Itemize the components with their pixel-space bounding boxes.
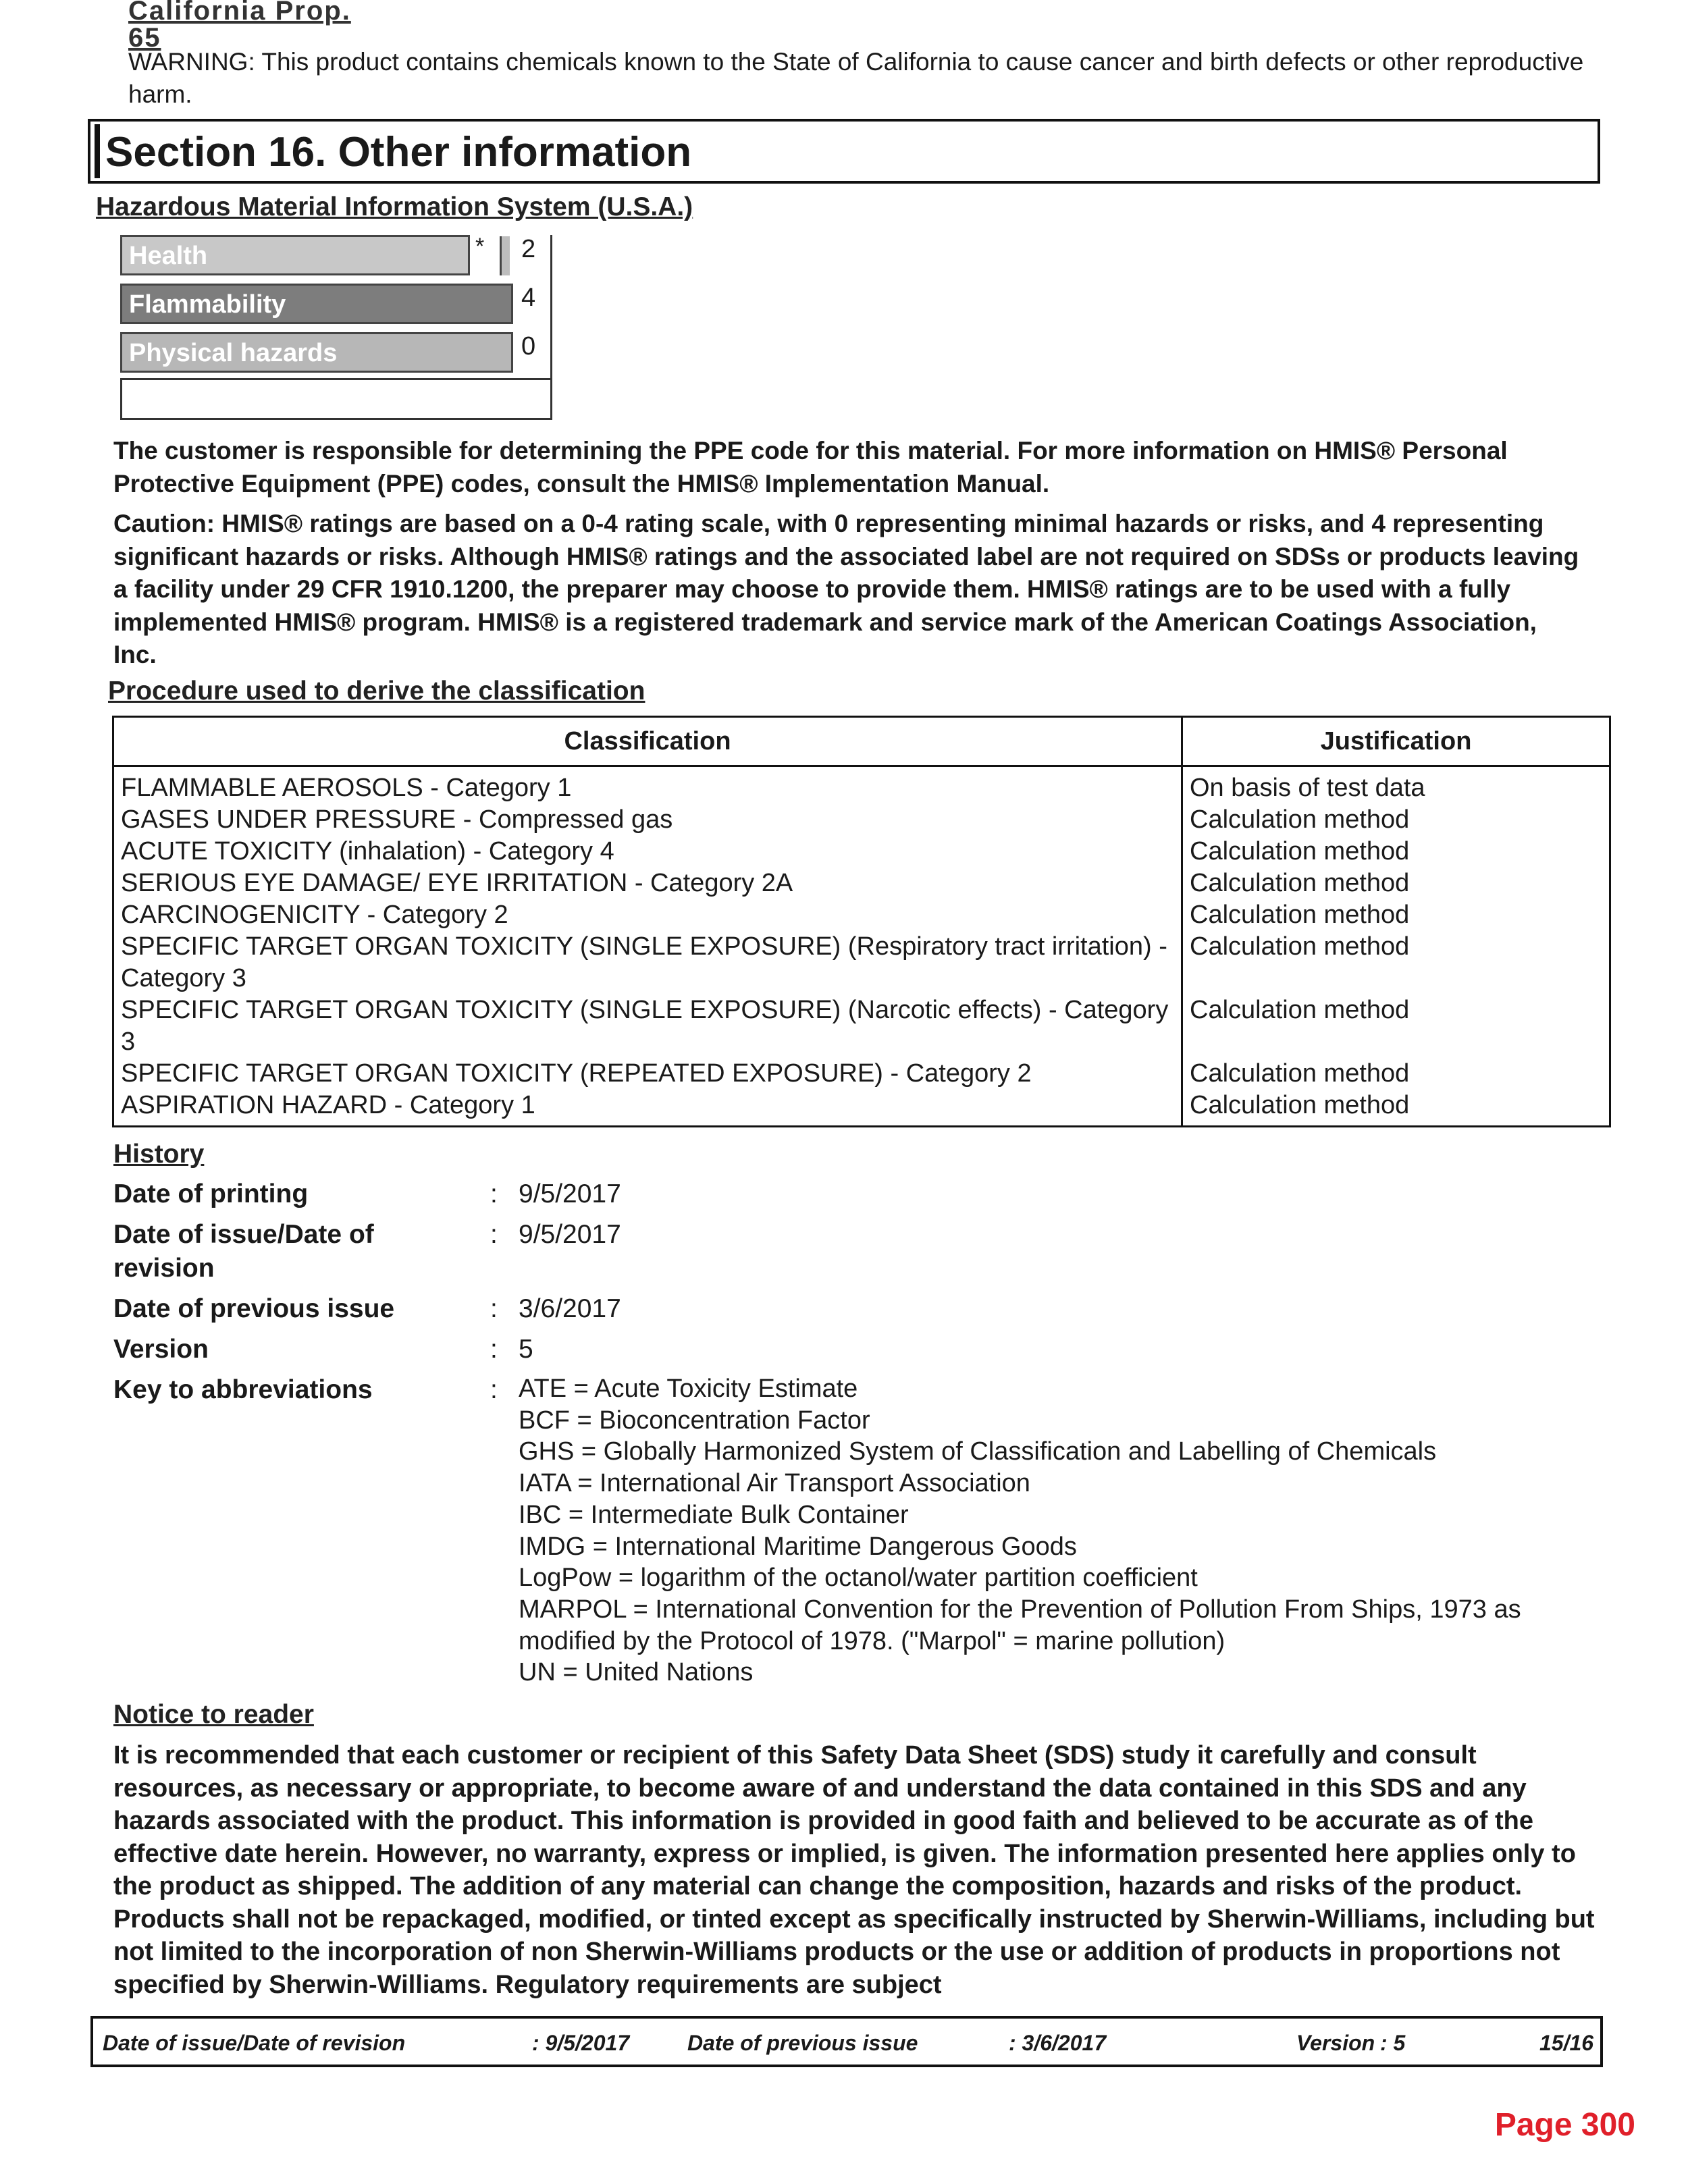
justification-cell: Calculation method <box>1182 836 1610 868</box>
list-item: IMDG = International Maritime Dangerous Goods <box>519 1532 1077 1561</box>
date-printing-value: 9/5/2017 <box>519 1179 621 1208</box>
notice-text: It is recommended that each customer or recipient of this Safety Data Sheet (SDS) study it carefully and consult resources, as necessary or appropriate, to become aware of and understand the data contained in this SDS and any hazards associated with the product. This information is provided in good faith and believed to be accurate as of the effective date herein. However, no warranty, express or implied, is given. The information presented here applies only to the product as shipped. The addition of any material can change the composition, hazards and risks of the product. Products shall not be repackaged, modified, or tinted except as specifically instructed by Sherwin-Williams, including but not limited to the incorporation of non Sherwin-Williams products or the use or addition of products in proportions not specified by Sherwin-Williams. Regulatory requirements are subject <box>113 1741 1595 1999</box>
hmis-health-value: 2 <box>521 235 536 263</box>
classification-cell: CARCINOGENICITY - Category 2 <box>113 899 1182 931</box>
date-printing-label: Date of printing <box>113 1179 309 1208</box>
page-footer <box>90 2016 1603 2067</box>
customer-note: The customer is responsible for determining the PPE code for this material. For more information on HMIS® Personal Protective Equipment (PPE) codes, consult the HMIS® Implementation Manual. <box>113 437 1508 498</box>
footer-version-value: : 5 <box>1380 2031 1406 2055</box>
hmis-title: Hazardous Material Information System (U.S.A.) <box>96 192 693 221</box>
table-row <box>113 766 1610 805</box>
footer-issue-label: Date of issue/Date of revision <box>103 2031 406 2055</box>
hmis-flammability-value: 4 <box>521 284 536 312</box>
hmis-physical-label: Physical hazards <box>120 332 513 373</box>
justification-cell: Calculation method <box>1182 899 1610 931</box>
list-item: IBC = Intermediate Bulk Container <box>519 1500 909 1529</box>
hmis-ppe-box <box>120 378 552 420</box>
list-item: MARPOL = International Convention for the Prevention of Pollution From Ships, 1973 as modified by the Protocol of 1978. ("Marpol" = marine pollution) <box>519 1595 1521 1655</box>
table-row <box>113 868 1610 899</box>
caution-note: Caution: HMIS® ratings are based on a 0-4 rating scale, with 0 representing minimal hazards or risks, and 4 representing significant hazards or risks. Although HMIS® ratings and the associated label are not required on SDSs or products leaving a facility under 29 CFR 1910.1200, the preparer may choose to provide them. HMIS® ratings are to be used with a fully implemented HMIS® program. HMIS® is a registered trademark and service mark of the American Coatings Association, Inc. <box>113 510 1579 668</box>
page-stamp: Page 300 <box>1494 2107 1635 2143</box>
list-item: ATE = Acute Toxicity Estimate <box>519 1375 858 1403</box>
colon: : <box>490 1220 498 1249</box>
justification-cell: On basis of test data <box>1182 766 1610 805</box>
abbreviations-label: Key to abbreviations <box>113 1375 373 1404</box>
table-row <box>113 836 1610 868</box>
notice-title: Notice to reader <box>113 1700 314 1729</box>
classification-cell: ACUTE TOXICITY (inhalation) - Category 4 <box>113 836 1182 868</box>
table-row <box>113 1058 1610 1090</box>
table-row <box>113 931 1610 994</box>
classification-cell: SPECIFIC TARGET ORGAN TOXICITY (SINGLE EXPOSURE) (Narcotic effects) - Category 3 <box>113 994 1182 1058</box>
colon: : <box>490 1375 498 1404</box>
section-header <box>88 119 1600 184</box>
justification-cell: Calculation method <box>1182 931 1610 994</box>
table-row <box>113 899 1610 931</box>
list-item: IATA = International Air Transport Association <box>519 1469 1030 1498</box>
classification-cell: FLAMMABLE AEROSOLS - Category 1 <box>113 766 1182 805</box>
prop65-warning: WARNING: This product contains chemicals known to the State of California to cause cancer and birth defects or other reproductive harm. <box>128 48 1584 108</box>
section-title: Section 16. Other information <box>105 129 692 176</box>
date-issue-label: Date of issue/Date of revision <box>113 1220 374 1283</box>
classification-header: Classification <box>113 717 1182 766</box>
justification-cell: Calculation method <box>1182 804 1610 836</box>
footer-previous-label: Date of previous issue <box>687 2031 918 2055</box>
classification-cell: ASPIRATION HAZARD - Category 1 <box>113 1090 1182 1127</box>
hmis-health-label: Health <box>120 235 470 275</box>
footer-version-label: Version <box>1296 2031 1375 2055</box>
cut-off-heading: California Prop. 65 <box>128 0 351 53</box>
classification-table <box>112 716 1611 1127</box>
classification-cell: SPECIFIC TARGET ORGAN TOXICITY (SINGLE EXPOSURE) (Respiratory tract irritation) - Category 3 <box>113 931 1182 994</box>
hmis-flammability-label: Flammability <box>120 284 513 324</box>
date-issue-value: 9/5/2017 <box>519 1220 621 1249</box>
justification-cell: Calculation method <box>1182 1058 1610 1090</box>
date-previous-label: Date of previous issue <box>113 1294 395 1323</box>
table-row <box>113 804 1610 836</box>
table-row <box>113 994 1610 1058</box>
justification-cell: Calculation method <box>1182 994 1610 1058</box>
section-bar <box>95 124 100 178</box>
colon: : <box>490 1335 498 1364</box>
colon: : <box>490 1179 498 1208</box>
version-value: 5 <box>519 1335 533 1364</box>
history-title: History <box>113 1140 205 1169</box>
classification-cell: SERIOUS EYE DAMAGE/ EYE IRRITATION - Category 2A <box>113 868 1182 899</box>
hmis-chronic-marker: * <box>475 234 485 259</box>
list-item: LogPow = logarithm of the octanol/water partition coefficient <box>519 1564 1198 1593</box>
footer-previous-value: : 3/6/2017 <box>1009 2031 1107 2055</box>
hmis-physical-value: 0 <box>521 332 536 361</box>
justification-header: Justification <box>1182 717 1610 766</box>
table-row <box>113 1090 1610 1127</box>
footer-issue-value: : 9/5/2017 <box>532 2031 630 2055</box>
justification-cell: Calculation method <box>1182 868 1610 899</box>
abbreviations-list <box>519 1373 1585 1688</box>
version-label: Version <box>113 1335 209 1364</box>
list-item: BCF = Bioconcentration Factor <box>519 1406 870 1435</box>
procedure-title: Procedure used to derive the classification <box>108 676 645 705</box>
table-header-row <box>113 717 1610 766</box>
hmis-chronic-stripe <box>500 236 510 275</box>
colon: : <box>490 1294 498 1323</box>
classification-cell: GASES UNDER PRESSURE - Compressed gas <box>113 804 1182 836</box>
list-item: GHS = Globally Harmonized System of Classification and Labelling of Chemicals <box>519 1437 1437 1466</box>
list-item: UN = United Nations <box>519 1658 754 1687</box>
footer-page-number: 15/16 <box>1539 2031 1594 2055</box>
classification-cell: SPECIFIC TARGET ORGAN TOXICITY (REPEATED EXPOSURE) - Category 2 <box>113 1058 1182 1090</box>
date-previous-value: 3/6/2017 <box>519 1294 621 1323</box>
justification-cell: Calculation method <box>1182 1090 1610 1127</box>
